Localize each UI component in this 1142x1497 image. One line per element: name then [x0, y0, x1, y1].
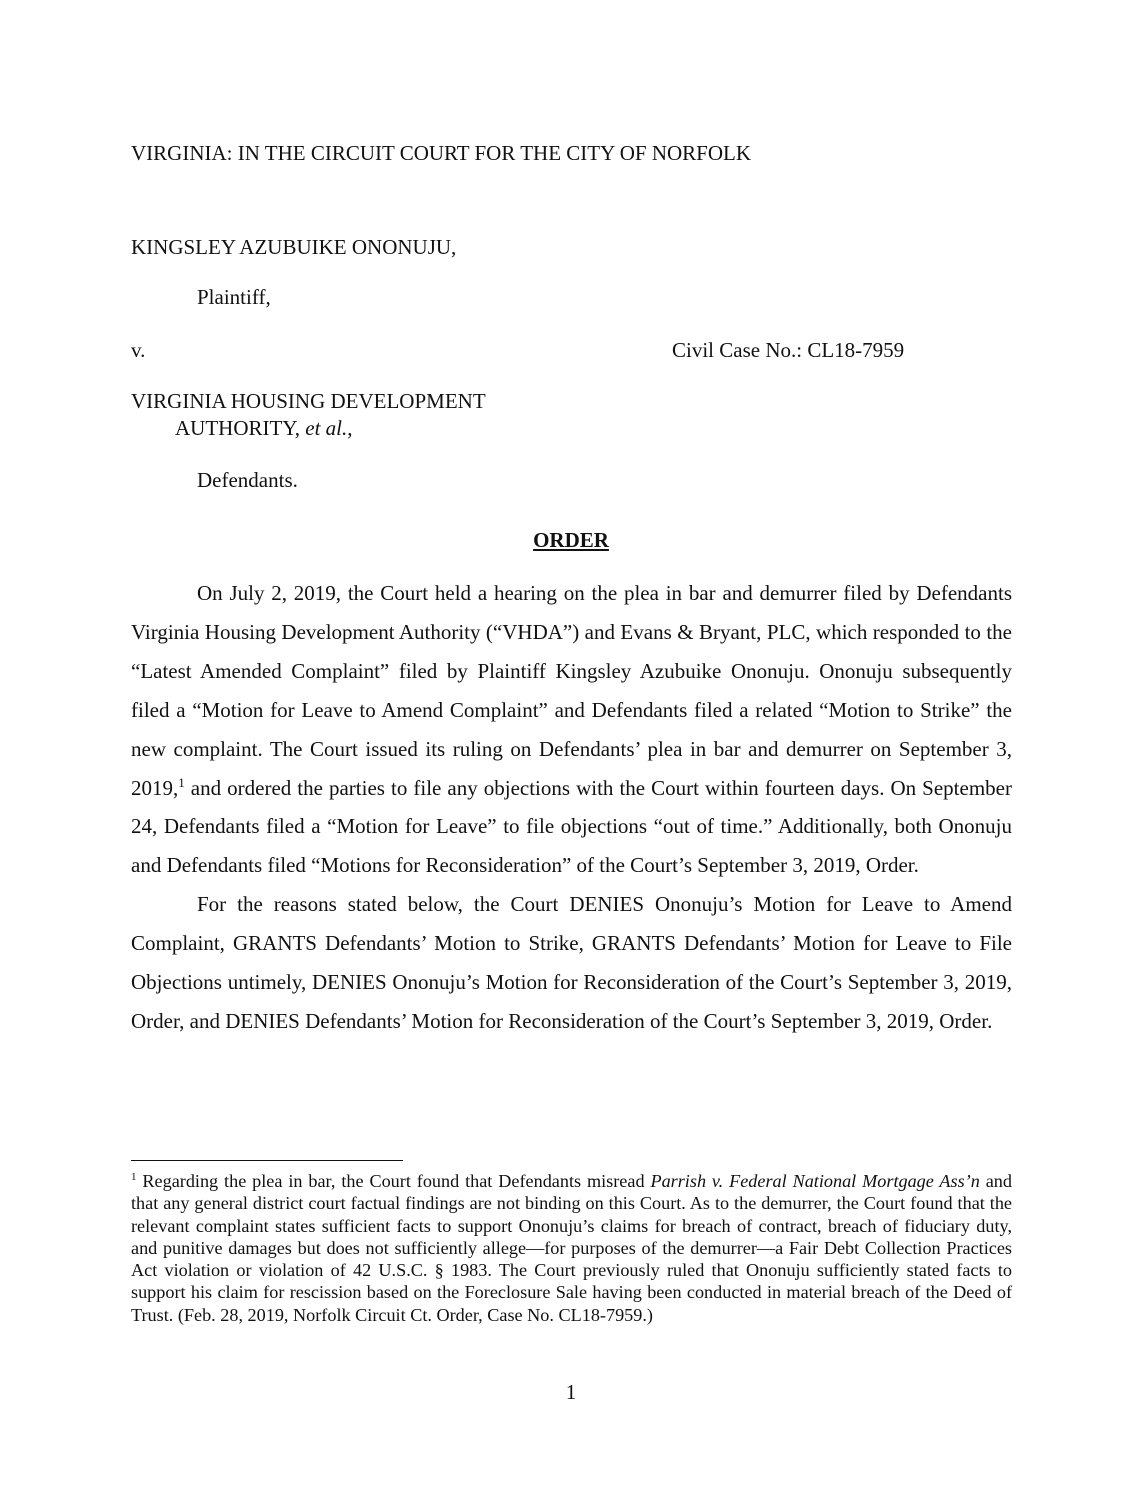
paragraph-1-text-a: On July 2, 2019, the Court held a hearing on the plea in bar and demurrer filed by Defendants Virginia Housing Development Authority (“VHDA”) and Evans & Bryant, PLC, which responded to the “Latest Amended Complaint” filed by Plaintiff Kingsley Azubuike Ononuju. Ononuju subsequently filed a “Motion for Leave to Amend Complaint” and Defendants filed a related “Motion to Strike” the new complaint. The Court issued its ruling on Defendants’ plea in bar and demurrer on September 3, 2019,	[131, 581, 1012, 800]
footnote-1	[131, 1170, 1012, 1326]
footnote-text-a: Regarding the plea in bar, the Court found that Defendants misread	[136, 1171, 651, 1191]
defendant-name-line1: VIRGINIA HOUSING DEVELOPMENT	[131, 389, 486, 413]
footnote-divider	[131, 1160, 403, 1161]
page-number: 1	[565, 1380, 577, 1404]
footnote-marker: 1	[131, 1170, 137, 1183]
paragraph-1-text-b: and ordered the parties to file any objections with the Court within fourteen days. On September 24, Defendants filed a “Motion for Leave” to file objections “out of time.” Additionally, both Ononuju and Defendants filed “Motions for Reconsideration” of the Court’s September 3, 2019, Order.	[131, 775, 1012, 878]
court-heading: VIRGINIA: IN THE CIRCUIT COURT FOR THE CITY OF NORFOLK	[131, 141, 752, 165]
paragraph-1	[131, 574, 1012, 885]
case-number: Civil Case No.: CL18-7959	[672, 338, 905, 362]
order-body	[131, 574, 1012, 1041]
plaintiff-role: Plaintiff,	[197, 285, 271, 309]
versus: v.	[131, 338, 146, 362]
defendant-role: Defendants.	[197, 468, 298, 492]
footnote-case-name: Parrish v. Federal National Mortgage Ass’n	[650, 1171, 980, 1191]
defendant-et-al: et al.	[305, 416, 348, 440]
footnote-text-b: and that any general district court factual findings are not binding on this Court. As to the demurrer, the Court found that the relevant complaint states sufficient facts to support Ononuju’s claims for breach of contract, breach of fiduciary duty, and punitive damages but does not sufficiently allege—for purposes of the demurrer—a Fair Debt Collection Practices Act violation or violation of 42 U.S.C. § 1983. The Court previously ruled that Ononuju sufficiently stated facts to support his claim for rescission based on the Foreclosure Sale having been conducted in material breach of the Deed of Trust. (Feb. 28, 2019, Norfolk Circuit Ct. Order, Case No. CL18-7959.)	[131, 1171, 1012, 1325]
document-title: ORDER	[533, 528, 609, 552]
plaintiff-name: KINGSLEY AZUBUIKE ONONUJU,	[131, 235, 457, 259]
defendant-comma: ,	[347, 416, 353, 440]
footnote-reference: 1	[178, 774, 185, 790]
defendant-name-line2	[175, 416, 353, 441]
defendant-authority: AUTHORITY,	[175, 416, 301, 440]
paragraph-2: For the reasons stated below, the Court DENIES Ononuju’s Motion for Leave to Amend Complaint, GRANTS Defendants’ Motion to Strike, GRANTS Defendants’ Motion for Leave to File Objections untimely, DENIES Ononuju’s Motion for Reconsideration of the Court’s September 3, 2019, Order, and DENIES Defendants’ Motion for Reconsideration of the Court’s September 3, 2019, Order.	[131, 892, 1012, 1033]
